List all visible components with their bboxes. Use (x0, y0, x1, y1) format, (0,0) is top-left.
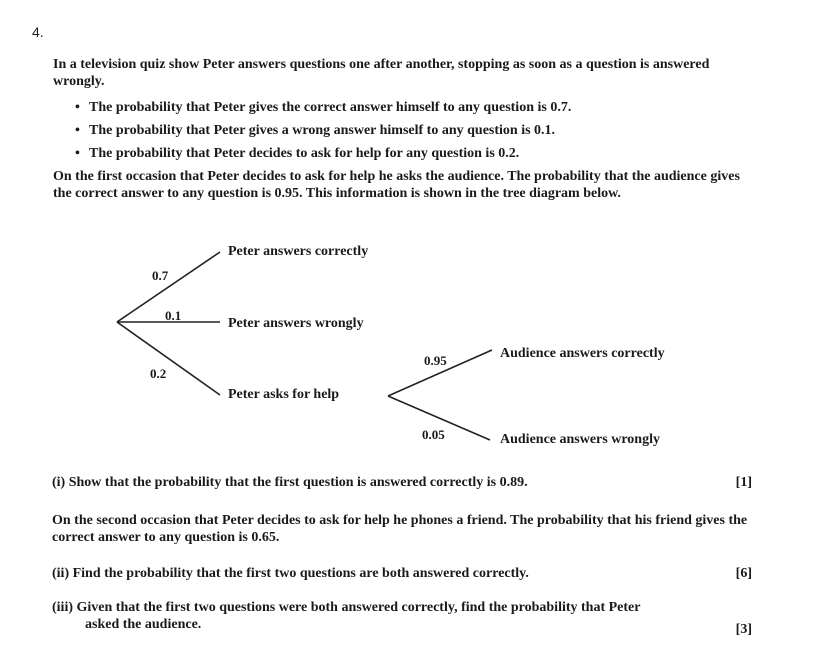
part-ii (52, 565, 752, 582)
prob-audience-wrong: 0.05 (422, 427, 445, 442)
outcome-peter-help: Peter asks for help (228, 387, 340, 402)
prob-correct: 0.7 (152, 268, 169, 283)
part-i-text: Show that the probability that the first question is answered correctly is 0.89. (68, 475, 528, 490)
intro-paragraph: In a television quiz show Peter answers questions one after another, stopping as soon as a question is answered wrongly. (53, 57, 710, 89)
question-number: 4. (32, 24, 44, 40)
part-ii-marks: [6] (735, 566, 752, 581)
outcome-peter-wrong: Peter answers wrongly (228, 316, 364, 331)
part-iii (52, 599, 752, 637)
part-iii-marks: [3] (735, 622, 752, 637)
part-i (52, 474, 752, 491)
part-iii-text: Given that the first two questions were both answered correctly, find the probability that Peter (76, 600, 641, 615)
second-occasion-paragraph: On the second occasion that Peter decides to ask for help he phones a friend. The probability that his friend gives the correct answer to any question is 0.65. (52, 513, 748, 545)
bullet-item: • The probability that Peter gives the correct answer himself to any question is 0.7. (75, 96, 571, 119)
part-ii-text: Find the probability that the first two questions are both answered correctly. (72, 566, 529, 581)
bullet-item: • The probability that Peter gives a wrong answer himself to any question is 0.1. (75, 119, 571, 142)
prob-audience-correct: 0.95 (424, 353, 447, 368)
outcome-peter-correct: Peter answers correctly (228, 244, 369, 259)
prob-help: 0.2 (150, 366, 167, 381)
outcome-audience-wrong: Audience answers wrongly (500, 432, 660, 447)
part-i-marks: [1] (735, 475, 752, 490)
prob-wrong: 0.1 (165, 308, 182, 323)
first-occasion-paragraph: On the first occasion that Peter decides to ask for help he asks the audience. The probability that the audience gives the correct answer to any question is 0.95. This information is shown in the tree diagram below. (53, 169, 740, 201)
part-iii-label: (iii) (52, 600, 73, 615)
bullet-item: • The probability that Peter decides to ask for help for any question is 0.2. (75, 142, 571, 165)
part-iii-text-continued: asked the audience. (85, 617, 202, 632)
part-ii-label: (ii) (52, 566, 70, 581)
outcome-audience-correct: Audience answers correctly (500, 346, 665, 361)
part-i-label: (i) (52, 475, 66, 490)
branch-help (117, 322, 220, 395)
